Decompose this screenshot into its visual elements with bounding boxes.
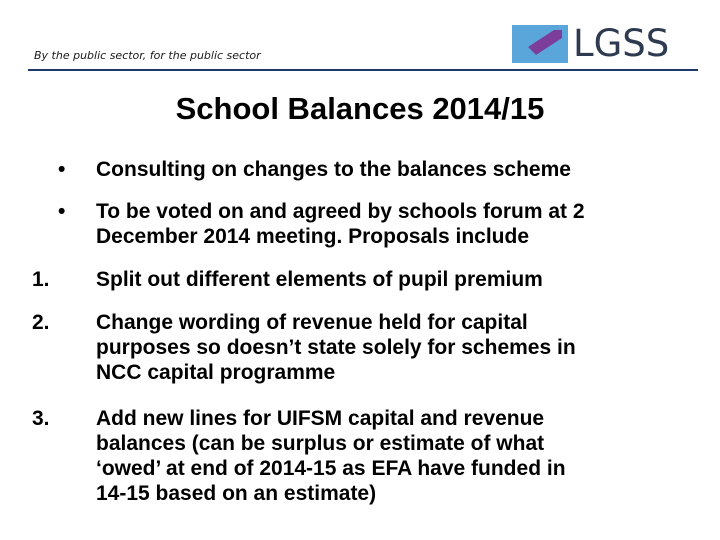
header-tagline: By the public sector, for the public sector [34,49,261,62]
number-marker: 2. [32,311,50,334]
slide-title: School Balances 2014/15 [175,91,545,126]
bullet-text: To be voted on and agreed by schools forum at 2 December 2014 meeting. Proposals include [96,200,585,248]
bullet-marker: • [58,158,66,181]
bullet-marker: • [58,200,66,223]
lgss-logo [510,22,680,66]
numbered-text: Split out different elements of pupil premium [96,268,543,291]
numbered-text: Add new lines for UIFSM capital and revenue balances (can be surplus or estimate of what ‘owed’ at end of 2014-15 as EFA have funded in 14-15 based on an estimate) [96,407,566,505]
number-marker: 1. [32,268,50,291]
number-marker: 3. [32,407,50,430]
lgss-logo-mark-icon [510,25,568,63]
numbered-text: Change wording of revenue held for capital purposes so doesn’t state solely for schemes in NCC capital programme [96,311,576,384]
lgss-logo-text: LGSS [573,22,670,65]
bullet-text: Consulting on changes to the balances scheme [96,158,571,181]
header-divider [28,69,698,71]
